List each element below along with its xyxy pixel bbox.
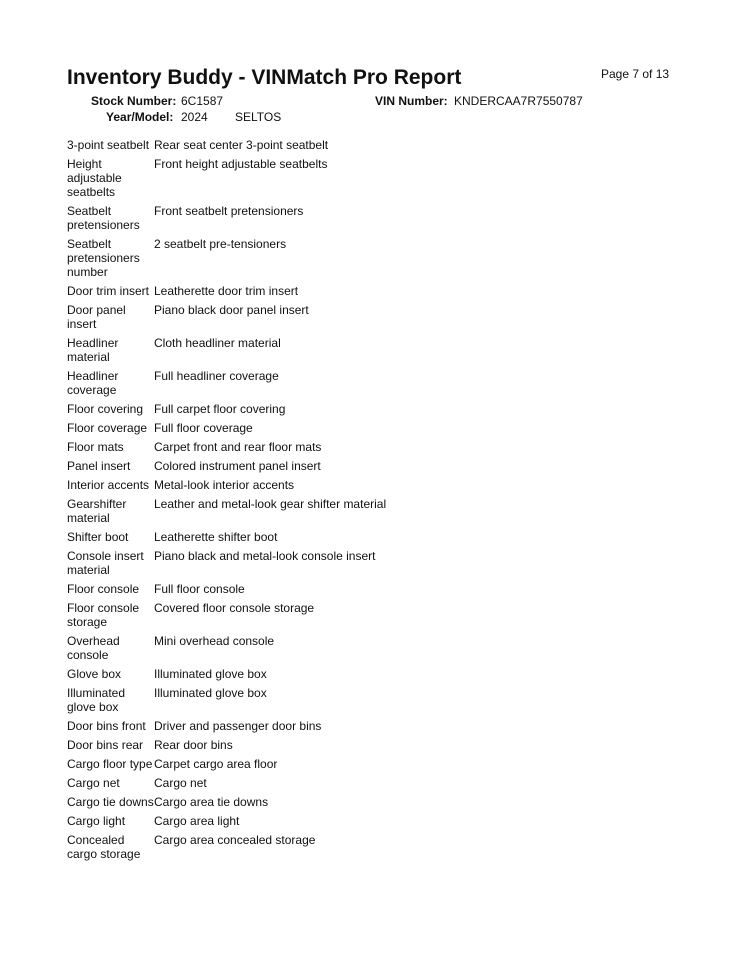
spec-value: Cloth headliner material xyxy=(154,336,281,350)
spec-label: Door panel insert xyxy=(67,303,126,331)
spec-row xyxy=(67,402,627,421)
spec-label: Door bins rear xyxy=(67,738,144,752)
spec-label: Floor console xyxy=(67,582,140,596)
spec-row xyxy=(67,336,627,369)
spec-value: Carpet front and rear floor mats xyxy=(154,440,322,454)
spec-label: Headliner coverage xyxy=(67,369,119,397)
spec-value: Rear door bins xyxy=(154,738,233,752)
spec-row xyxy=(67,530,627,549)
spec-label: Cargo tie downs xyxy=(67,795,154,809)
spec-value: Rear seat center 3-point seatbelt xyxy=(154,138,329,152)
spec-label: Panel insert xyxy=(67,459,131,473)
spec-value: Illuminated glove box xyxy=(154,667,267,681)
spec-table-body xyxy=(67,138,627,866)
year-value: 2024 xyxy=(181,110,208,124)
vin-number-value: KNDERCAA7R7550787 xyxy=(454,94,583,108)
spec-row xyxy=(67,157,627,204)
spec-row xyxy=(67,138,627,157)
year-model-label: Year/Model: xyxy=(106,110,174,124)
spec-value: Full floor coverage xyxy=(154,421,253,435)
spec-row xyxy=(67,582,627,601)
spec-label: Headliner material xyxy=(67,336,119,364)
spec-label: Console insert material xyxy=(67,549,144,577)
spec-row xyxy=(67,634,627,667)
spec-label: Floor covering xyxy=(67,402,144,416)
page-number: Page 7 of 13 xyxy=(601,67,670,81)
spec-row xyxy=(67,601,627,634)
spec-value: Leatherette shifter boot xyxy=(154,530,278,544)
spec-label: Overhead console xyxy=(67,634,120,662)
spec-label: Glove box xyxy=(67,667,122,681)
spec-label: Seatbelt pretensioners xyxy=(67,204,140,232)
spec-value: Full carpet floor covering xyxy=(154,402,286,416)
spec-label: Gearshifter material xyxy=(67,497,127,525)
spec-row xyxy=(67,303,627,336)
vin-number-label: VIN Number: xyxy=(375,94,448,108)
spec-label: Seatbelt pretensioners number xyxy=(67,237,140,279)
spec-row xyxy=(67,497,627,530)
spec-value: Cargo area concealed storage xyxy=(154,833,316,847)
spec-value: Piano black and metal-look console insert xyxy=(154,549,376,563)
spec-label: Illuminated glove box xyxy=(67,686,126,714)
spec-row xyxy=(67,686,627,719)
spec-row xyxy=(67,369,627,402)
spec-row xyxy=(67,284,627,303)
spec-row xyxy=(67,719,627,738)
spec-label: Door bins front xyxy=(67,719,146,733)
spec-row xyxy=(67,421,627,440)
report-title: Inventory Buddy - VINMatch Pro Report xyxy=(67,66,462,89)
spec-label: Height adjustable seatbelts xyxy=(67,157,122,199)
spec-row xyxy=(67,549,627,582)
spec-label: Cargo light xyxy=(67,814,126,828)
spec-label: Floor coverage xyxy=(67,421,148,435)
spec-value: 2 seatbelt pre-tensioners xyxy=(154,237,287,251)
spec-row xyxy=(67,478,627,497)
spec-row xyxy=(67,237,627,284)
spec-value: Front seatbelt pretensioners xyxy=(154,204,304,218)
stock-number-label: Stock Number: xyxy=(91,94,177,108)
model-value: SELTOS xyxy=(235,110,282,124)
spec-label: Concealed cargo storage xyxy=(67,833,141,861)
spec-row xyxy=(67,776,627,795)
spec-row xyxy=(67,667,627,686)
stock-number-value: 6C1587 xyxy=(181,94,224,108)
spec-row xyxy=(67,459,627,478)
spec-value: Carpet cargo area floor xyxy=(154,757,278,771)
spec-value: Driver and passenger door bins xyxy=(154,719,322,733)
spec-value: Colored instrument panel insert xyxy=(154,459,321,473)
spec-row xyxy=(67,795,627,814)
spec-label: Cargo floor type xyxy=(67,757,153,771)
spec-table xyxy=(67,138,627,866)
spec-label: Floor console storage xyxy=(67,601,140,629)
spec-value: Cargo area light xyxy=(154,814,240,828)
spec-value: Cargo area tie downs xyxy=(154,795,269,809)
spec-value: Covered floor console storage xyxy=(154,601,315,615)
spec-label: 3-point seatbelt xyxy=(67,138,150,152)
spec-label: Cargo net xyxy=(67,776,120,790)
spec-row xyxy=(67,204,627,237)
spec-row xyxy=(67,738,627,757)
spec-value: Piano black door panel insert xyxy=(154,303,309,317)
spec-value: Full floor console xyxy=(154,582,245,596)
spec-value: Leather and metal-look gear shifter material xyxy=(154,497,387,511)
spec-label: Door trim insert xyxy=(67,284,150,298)
spec-value: Illuminated glove box xyxy=(154,686,267,700)
spec-value: Front height adjustable seatbelts xyxy=(154,157,328,171)
spec-row xyxy=(67,833,627,866)
spec-value: Metal-look interior accents xyxy=(154,478,295,492)
spec-row xyxy=(67,757,627,776)
spec-value: Cargo net xyxy=(154,776,207,790)
spec-value: Full headliner coverage xyxy=(154,369,279,383)
spec-row xyxy=(67,440,627,459)
spec-value: Mini overhead console xyxy=(154,634,275,648)
spec-row xyxy=(67,814,627,833)
spec-label: Floor mats xyxy=(67,440,124,454)
spec-value: Leatherette door trim insert xyxy=(154,284,299,298)
spec-label: Shifter boot xyxy=(67,530,129,544)
spec-label: Interior accents xyxy=(67,478,150,492)
